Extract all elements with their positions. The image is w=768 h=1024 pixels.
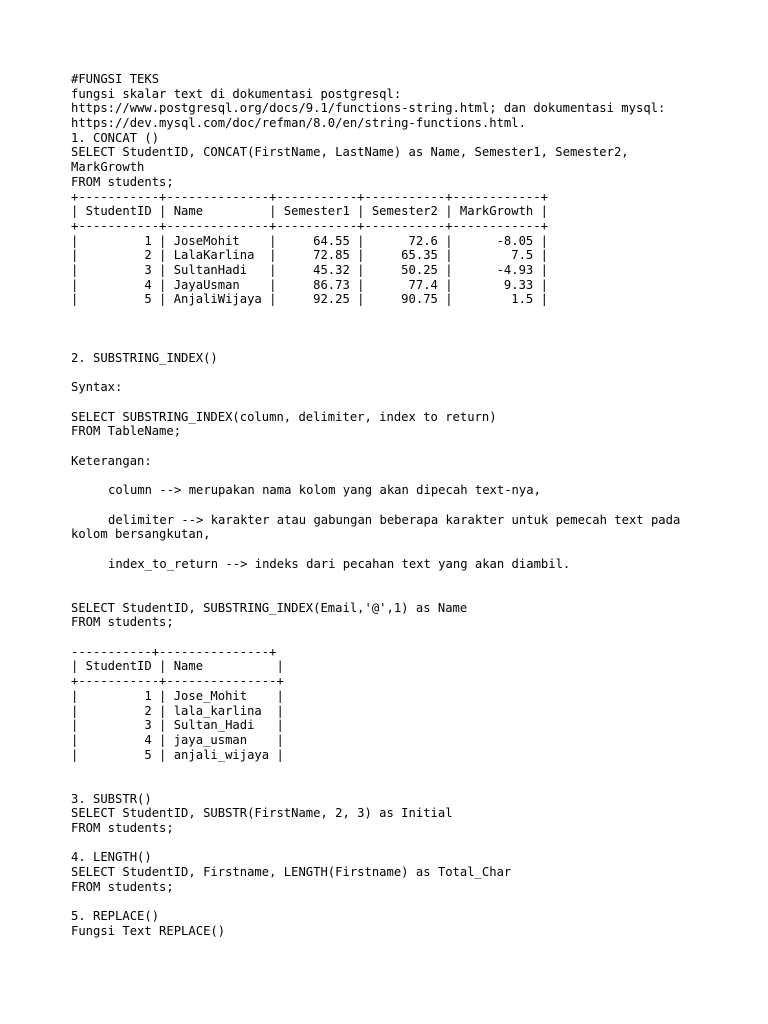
table-row: | 4 | JayaUsman | 86.73 | 77.4 | 9.33 | [71, 277, 548, 292]
example-query-line: FROM students; [71, 615, 174, 630]
concat-query-line: MarkGrowth [71, 160, 145, 175]
syntax-query-line: FROM TableName; [71, 424, 182, 439]
table-row: | 5 | anjali_wijaya | [71, 747, 284, 762]
table-border: +-----------+---------------+ [71, 674, 284, 689]
replace-heading: 5. REPLACE() [71, 909, 160, 924]
table-border: -----------+---------------+ [71, 644, 277, 659]
substr-query-line: FROM students; [71, 821, 174, 836]
table-border: +-----------+--------------+-----------+-----------+------------+ [71, 218, 548, 233]
keterangan-label: Keterangan: [71, 453, 152, 468]
length-heading: 4. LENGTH() [71, 850, 152, 865]
substring-index-heading: 2. SUBSTRING_INDEX() [71, 351, 218, 365]
concat-query-line: SELECT StudentID, CONCAT(FirstName, LastName) as Name, Semester1, Semester2, [71, 145, 629, 160]
table-row: | 3 | SultanHadi | 45.32 | 50.25 | -4.93 | [71, 262, 548, 277]
table-row: | 1 | JoseMohit | 64.55 | 72.6 | -8.05 | [71, 233, 548, 248]
document-title: #FUNGSI TEKS [71, 72, 160, 86]
document-page [71, 72, 751, 939]
concat-query-line: FROM students; [71, 174, 174, 189]
syntax-label: Syntax: [71, 380, 123, 395]
delimiter-description-continued: kolom bersangkutan, [71, 527, 211, 542]
replace-text-line: Fungsi Text REPLACE() [71, 923, 226, 938]
table-border: +-----------+--------------+-----------+-----------+------------+ [71, 189, 548, 204]
table-header-row: | StudentID | Name | Semester1 | Semester2 | MarkGrowth | [71, 204, 548, 219]
table-header-row: | StudentID | Name | [71, 659, 284, 674]
concat-result-table [71, 190, 751, 308]
table-row: | 1 | Jose_Mohit | [71, 688, 284, 703]
length-query-line: FROM students; [71, 879, 174, 894]
substr-query-line: SELECT StudentID, SUBSTR(FirstName, 2, 3) as Initial [71, 806, 453, 821]
concat-heading: 1. CONCAT () [71, 130, 160, 145]
substring-index-result-table [71, 645, 751, 763]
postgresql-doc-link: https://www.postgresql.org/docs/9.1/functions-string.html; dan dokumentasi mysql: [71, 101, 666, 116]
table-row: | 2 | lala_karlina | [71, 703, 284, 718]
intro-text: fungsi skalar text di dokumentasi postgresql: [71, 86, 402, 101]
index-description: index_to_return --> indeks dari pecahan text yang akan diambil. [108, 556, 571, 571]
substr-heading: 3. SUBSTR() [71, 791, 152, 806]
syntax-query-line: SELECT SUBSTRING_INDEX(column, delimiter, index to return) [71, 409, 497, 424]
delimiter-description: delimiter --> karakter atau gabungan beberapa karakter untuk pemecah text pada [108, 512, 681, 527]
example-query-line: SELECT StudentID, SUBSTRING_INDEX(Email,'@',1) as Name [71, 600, 468, 615]
mysql-doc-link: https://dev.mysql.com/doc/refman/8.0/en/string-functions.html. [71, 116, 526, 131]
length-query-line: SELECT StudentID, Firstname, LENGTH(Firstname) as Total_Char [71, 865, 512, 880]
table-row: | 4 | jaya_usman | [71, 732, 284, 747]
table-row: | 3 | Sultan_Hadi | [71, 718, 284, 733]
table-row: | 2 | LalaKarlina | 72.85 | 65.35 | 7.5 | [71, 248, 548, 263]
column-description: column --> merupakan nama kolom yang akan dipecah text-nya, [108, 483, 541, 498]
table-row: | 5 | AnjaliWijaya | 92.25 | 90.75 | 1.5 | [71, 292, 548, 307]
